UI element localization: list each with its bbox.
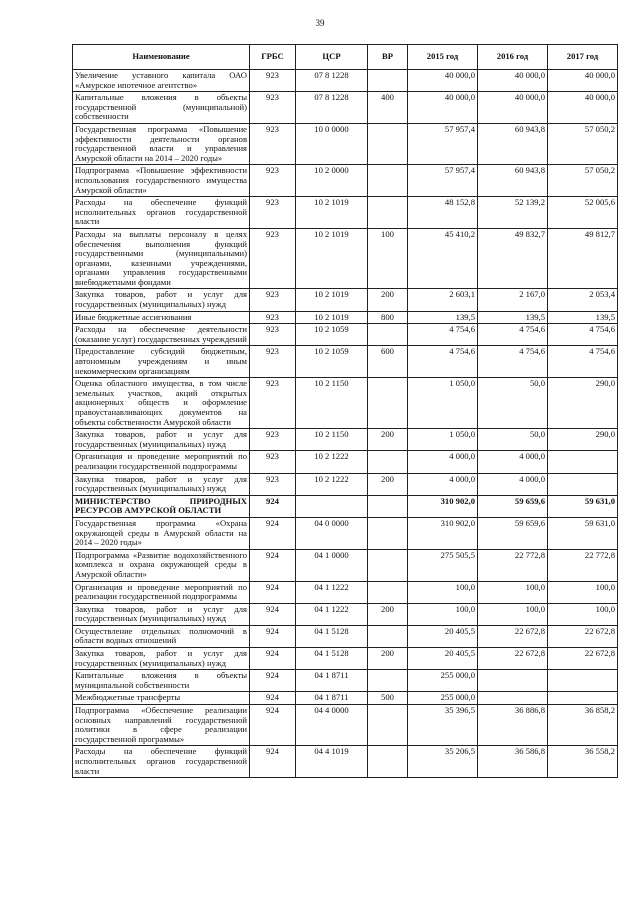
cell-2017: 4 754,6 <box>548 324 618 346</box>
cell-name: Закупка товаров, работ и услуг для государственных (муниципальных) нужд <box>73 289 250 311</box>
cell-2016: 2 167,0 <box>478 289 548 311</box>
cell-2016: 50,0 <box>478 429 548 451</box>
cell-vr <box>368 70 408 92</box>
budget-table <box>72 44 618 778</box>
header-vr: ВР <box>368 45 408 70</box>
cell-grbs: 924 <box>250 670 296 692</box>
cell-2015: 57 957,4 <box>408 165 478 197</box>
cell-vr <box>368 495 408 517</box>
cell-2016: 4 754,6 <box>478 324 548 346</box>
cell-grbs: 923 <box>250 451 296 473</box>
cell-csr: 10 2 1222 <box>296 451 368 473</box>
table-row <box>73 648 618 670</box>
cell-vr <box>368 451 408 473</box>
cell-grbs: 924 <box>250 549 296 581</box>
cell-2016 <box>478 670 548 692</box>
table-row <box>73 692 618 705</box>
cell-2015: 139,5 <box>408 311 478 324</box>
cell-vr <box>368 581 408 603</box>
cell-vr <box>368 197 408 229</box>
cell-csr: 10 2 1222 <box>296 473 368 495</box>
cell-csr <box>296 495 368 517</box>
table-row <box>73 625 618 647</box>
cell-2017: 290,0 <box>548 378 618 429</box>
table-row <box>73 581 618 603</box>
cell-vr: 200 <box>368 648 408 670</box>
cell-2016: 100,0 <box>478 581 548 603</box>
cell-grbs: 923 <box>250 70 296 92</box>
cell-vr: 500 <box>368 692 408 705</box>
header-2016: 2016 год <box>478 45 548 70</box>
cell-vr <box>368 549 408 581</box>
table-row <box>73 495 618 517</box>
cell-csr: 10 2 1019 <box>296 289 368 311</box>
cell-name: Закупка товаров, работ и услуг для государственных (муниципальных) нужд <box>73 648 250 670</box>
header-grbs: ГРБС <box>250 45 296 70</box>
cell-2015: 20 405,5 <box>408 648 478 670</box>
cell-csr: 10 2 1150 <box>296 429 368 451</box>
cell-2015: 2 603,1 <box>408 289 478 311</box>
cell-2015: 255 000,0 <box>408 670 478 692</box>
cell-csr: 04 4 1019 <box>296 746 368 778</box>
table-body <box>73 70 618 778</box>
cell-grbs: 923 <box>250 197 296 229</box>
table-row <box>73 324 618 346</box>
cell-csr: 10 0 0000 <box>296 123 368 164</box>
cell-2017: 22 672,8 <box>548 625 618 647</box>
cell-vr <box>368 746 408 778</box>
cell-2016 <box>478 692 548 705</box>
cell-2016: 22 672,8 <box>478 648 548 670</box>
cell-vr: 200 <box>368 289 408 311</box>
cell-grbs: 923 <box>250 429 296 451</box>
cell-2016: 40 000,0 <box>478 70 548 92</box>
cell-grbs: 923 <box>250 289 296 311</box>
cell-csr: 04 4 0000 <box>296 705 368 746</box>
cell-2017: 59 631,0 <box>548 495 618 517</box>
cell-2016: 4 000,0 <box>478 451 548 473</box>
cell-vr <box>368 625 408 647</box>
page-number: 39 <box>315 18 325 28</box>
table-row <box>73 517 618 549</box>
cell-2015: 48 152,8 <box>408 197 478 229</box>
cell-name: Организация и проведение мероприятий по реализации государственной подпрограммы <box>73 451 250 473</box>
cell-name: Подпрограмма «Обеспечение реализации основных направлений государственной политики в сфере реализации государственной программы» <box>73 705 250 746</box>
cell-2016: 36 586,8 <box>478 746 548 778</box>
cell-grbs: 924 <box>250 705 296 746</box>
cell-csr: 10 2 1019 <box>296 228 368 289</box>
table-row <box>73 228 618 289</box>
table-row <box>73 346 618 378</box>
cell-name: Иные бюджетные ассигнования <box>73 311 250 324</box>
cell-grbs: 924 <box>250 625 296 647</box>
cell-2017: 36 858,2 <box>548 705 618 746</box>
cell-2015: 255 000,0 <box>408 692 478 705</box>
cell-2015: 4 754,6 <box>408 324 478 346</box>
table-row <box>73 311 618 324</box>
cell-2016: 49 832,7 <box>478 228 548 289</box>
cell-2017: 100,0 <box>548 581 618 603</box>
table-row <box>73 378 618 429</box>
cell-2015: 1 050,0 <box>408 378 478 429</box>
cell-grbs: 923 <box>250 346 296 378</box>
cell-csr: 04 1 8711 <box>296 670 368 692</box>
header-2015: 2015 год <box>408 45 478 70</box>
table-row <box>73 123 618 164</box>
table-row <box>73 165 618 197</box>
cell-2016: 60 943,8 <box>478 123 548 164</box>
cell-name: Закупка товаров, работ и услуг для государственных (муниципальных) нужд <box>73 603 250 625</box>
cell-name: Закупка товаров, работ и услуг для государственных (муниципальных) нужд <box>73 429 250 451</box>
header-2017: 2017 год <box>548 45 618 70</box>
table-header-row <box>73 45 618 70</box>
cell-csr: 10 2 1059 <box>296 324 368 346</box>
cell-2017: 290,0 <box>548 429 618 451</box>
cell-2017: 36 558,2 <box>548 746 618 778</box>
cell-csr: 07 8 1228 <box>296 92 368 124</box>
cell-2017: 59 631,0 <box>548 517 618 549</box>
cell-2017: 4 754,6 <box>548 346 618 378</box>
cell-name: МИНИСТЕРСТВО ПРИРОДНЫХ РЕСУРСОВ АМУРСКОЙ ОБЛАСТИ <box>73 495 250 517</box>
cell-name: Оценка областного имущества, в том числе земельных участков, акций открытых акционерных обществ и оформление правоустанавливающих документов на объекты собственности Амурской области <box>73 378 250 429</box>
cell-2015: 40 000,0 <box>408 70 478 92</box>
cell-vr: 100 <box>368 228 408 289</box>
header-name: Наименование <box>73 45 250 70</box>
cell-grbs: 923 <box>250 311 296 324</box>
cell-name: Закупка товаров, работ и услуг для государственных (муниципальных) нужд <box>73 473 250 495</box>
cell-vr: 400 <box>368 92 408 124</box>
cell-name: Межбюджетные трансферты <box>73 692 250 705</box>
cell-name: Предоставление субсидий бюджетным, автономным учреждениям и иным некоммерческим организациям <box>73 346 250 378</box>
cell-name: Расходы на обеспечение функций исполнительных органов государственной власти <box>73 197 250 229</box>
cell-2015: 35 396,5 <box>408 705 478 746</box>
cell-vr: 200 <box>368 603 408 625</box>
cell-grbs: 924 <box>250 692 296 705</box>
cell-grbs: 923 <box>250 228 296 289</box>
cell-vr: 600 <box>368 346 408 378</box>
cell-vr <box>368 165 408 197</box>
cell-2016: 139,5 <box>478 311 548 324</box>
cell-2016: 60 943,8 <box>478 165 548 197</box>
cell-2017 <box>548 692 618 705</box>
table-row <box>73 429 618 451</box>
cell-2017: 2 053,4 <box>548 289 618 311</box>
cell-2015: 310 902,0 <box>408 517 478 549</box>
cell-name: Организация и проведение мероприятий по реализации государственной подпрограммы <box>73 581 250 603</box>
cell-csr: 04 1 1222 <box>296 581 368 603</box>
cell-2015: 1 050,0 <box>408 429 478 451</box>
cell-vr <box>368 324 408 346</box>
table-row <box>73 473 618 495</box>
cell-2017: 100,0 <box>548 603 618 625</box>
cell-2017: 22 772,8 <box>548 549 618 581</box>
cell-2016: 36 886,8 <box>478 705 548 746</box>
table-row <box>73 92 618 124</box>
cell-2016: 22 772,8 <box>478 549 548 581</box>
cell-grbs: 924 <box>250 517 296 549</box>
cell-csr: 07 8 1228 <box>296 70 368 92</box>
cell-2015: 4 754,6 <box>408 346 478 378</box>
cell-grbs: 924 <box>250 648 296 670</box>
cell-grbs: 924 <box>250 746 296 778</box>
cell-vr: 200 <box>368 473 408 495</box>
cell-grbs: 924 <box>250 581 296 603</box>
cell-2015: 4 000,0 <box>408 473 478 495</box>
cell-vr <box>368 670 408 692</box>
table-row <box>73 70 618 92</box>
cell-name: Подпрограмма «Повышение эффективности использования государственного имущества Амурской области» <box>73 165 250 197</box>
cell-2016: 52 139,2 <box>478 197 548 229</box>
cell-name: Капитальные вложения в объекты муниципальной собственности <box>73 670 250 692</box>
cell-2015: 57 957,4 <box>408 123 478 164</box>
cell-2015: 275 505,5 <box>408 549 478 581</box>
cell-2015: 100,0 <box>408 603 478 625</box>
cell-csr: 04 1 5128 <box>296 648 368 670</box>
cell-2016: 100,0 <box>478 603 548 625</box>
cell-grbs: 923 <box>250 378 296 429</box>
cell-2015: 45 410,2 <box>408 228 478 289</box>
cell-grbs: 923 <box>250 324 296 346</box>
table-row <box>73 451 618 473</box>
cell-csr: 04 0 0000 <box>296 517 368 549</box>
table-row <box>73 670 618 692</box>
cell-2017: 52 005,6 <box>548 197 618 229</box>
cell-2016: 40 000,0 <box>478 92 548 124</box>
cell-csr: 10 2 1150 <box>296 378 368 429</box>
table-row <box>73 603 618 625</box>
cell-2016: 59 659,6 <box>478 517 548 549</box>
cell-vr <box>368 378 408 429</box>
cell-2017: 57 050,2 <box>548 165 618 197</box>
cell-vr <box>368 123 408 164</box>
table-row <box>73 746 618 778</box>
table-row <box>73 705 618 746</box>
cell-2015: 100,0 <box>408 581 478 603</box>
cell-2017: 40 000,0 <box>548 70 618 92</box>
cell-2015: 310 902,0 <box>408 495 478 517</box>
cell-grbs: 923 <box>250 92 296 124</box>
cell-csr: 04 1 5128 <box>296 625 368 647</box>
header-csr: ЦСР <box>296 45 368 70</box>
cell-2016: 22 672,8 <box>478 625 548 647</box>
cell-grbs: 923 <box>250 473 296 495</box>
cell-name: Подпрограмма «Развитие водохозяйственного комплекса и охрана окружающей среды в Амурской области» <box>73 549 250 581</box>
cell-csr: 04 1 0000 <box>296 549 368 581</box>
cell-2015: 35 206,5 <box>408 746 478 778</box>
cell-csr: 04 1 1222 <box>296 603 368 625</box>
cell-vr <box>368 705 408 746</box>
cell-name: Расходы на обеспечение функций исполнительных органов государственной власти <box>73 746 250 778</box>
cell-grbs: 924 <box>250 495 296 517</box>
cell-2017 <box>548 473 618 495</box>
cell-csr: 04 1 8711 <box>296 692 368 705</box>
cell-2017: 139,5 <box>548 311 618 324</box>
cell-grbs: 923 <box>250 123 296 164</box>
cell-name: Увеличение уставного капитала ОАО «Амурское ипотечное агентство» <box>73 70 250 92</box>
cell-2016: 50,0 <box>478 378 548 429</box>
cell-2017 <box>548 670 618 692</box>
cell-name: Расходы на обеспечение деятельности (оказание услуг) государственных учреждений <box>73 324 250 346</box>
cell-name: Капитальные вложения в объекты государственной (муниципальной) собственности <box>73 92 250 124</box>
cell-2017: 57 050,2 <box>548 123 618 164</box>
cell-grbs: 923 <box>250 165 296 197</box>
cell-vr: 800 <box>368 311 408 324</box>
cell-2017: 49 812,7 <box>548 228 618 289</box>
cell-2016: 59 659,6 <box>478 495 548 517</box>
table-row <box>73 549 618 581</box>
table-row <box>73 289 618 311</box>
table-row <box>73 197 618 229</box>
cell-csr: 10 2 1019 <box>296 311 368 324</box>
cell-csr: 10 2 1019 <box>296 197 368 229</box>
cell-2015: 40 000,0 <box>408 92 478 124</box>
cell-name: Расходы на выплаты персоналу в целях обеспечения выполнения функций государственными (муниципальными) органами, казенными учреждениями, органами управления государственными внебюджетными фондами <box>73 228 250 289</box>
cell-grbs: 924 <box>250 603 296 625</box>
cell-2017: 40 000,0 <box>548 92 618 124</box>
cell-csr: 10 2 0000 <box>296 165 368 197</box>
cell-2016: 4 000,0 <box>478 473 548 495</box>
cell-2015: 20 405,5 <box>408 625 478 647</box>
cell-vr <box>368 517 408 549</box>
cell-name: Государственная программа «Повышение эффективности деятельности органов государственной власти и управления Амурской области на 2014 – 2020 годы» <box>73 123 250 164</box>
cell-vr: 200 <box>368 429 408 451</box>
cell-2015: 4 000,0 <box>408 451 478 473</box>
cell-csr: 10 2 1059 <box>296 346 368 378</box>
cell-name: Государственная программа «Охрана окружающей среды в Амурской области на 2014 – 2020 годы» <box>73 517 250 549</box>
cell-2017: 22 672,8 <box>548 648 618 670</box>
cell-2016: 4 754,6 <box>478 346 548 378</box>
cell-name: Осуществление отдельных полномочий в области водных отношений <box>73 625 250 647</box>
cell-2017 <box>548 451 618 473</box>
